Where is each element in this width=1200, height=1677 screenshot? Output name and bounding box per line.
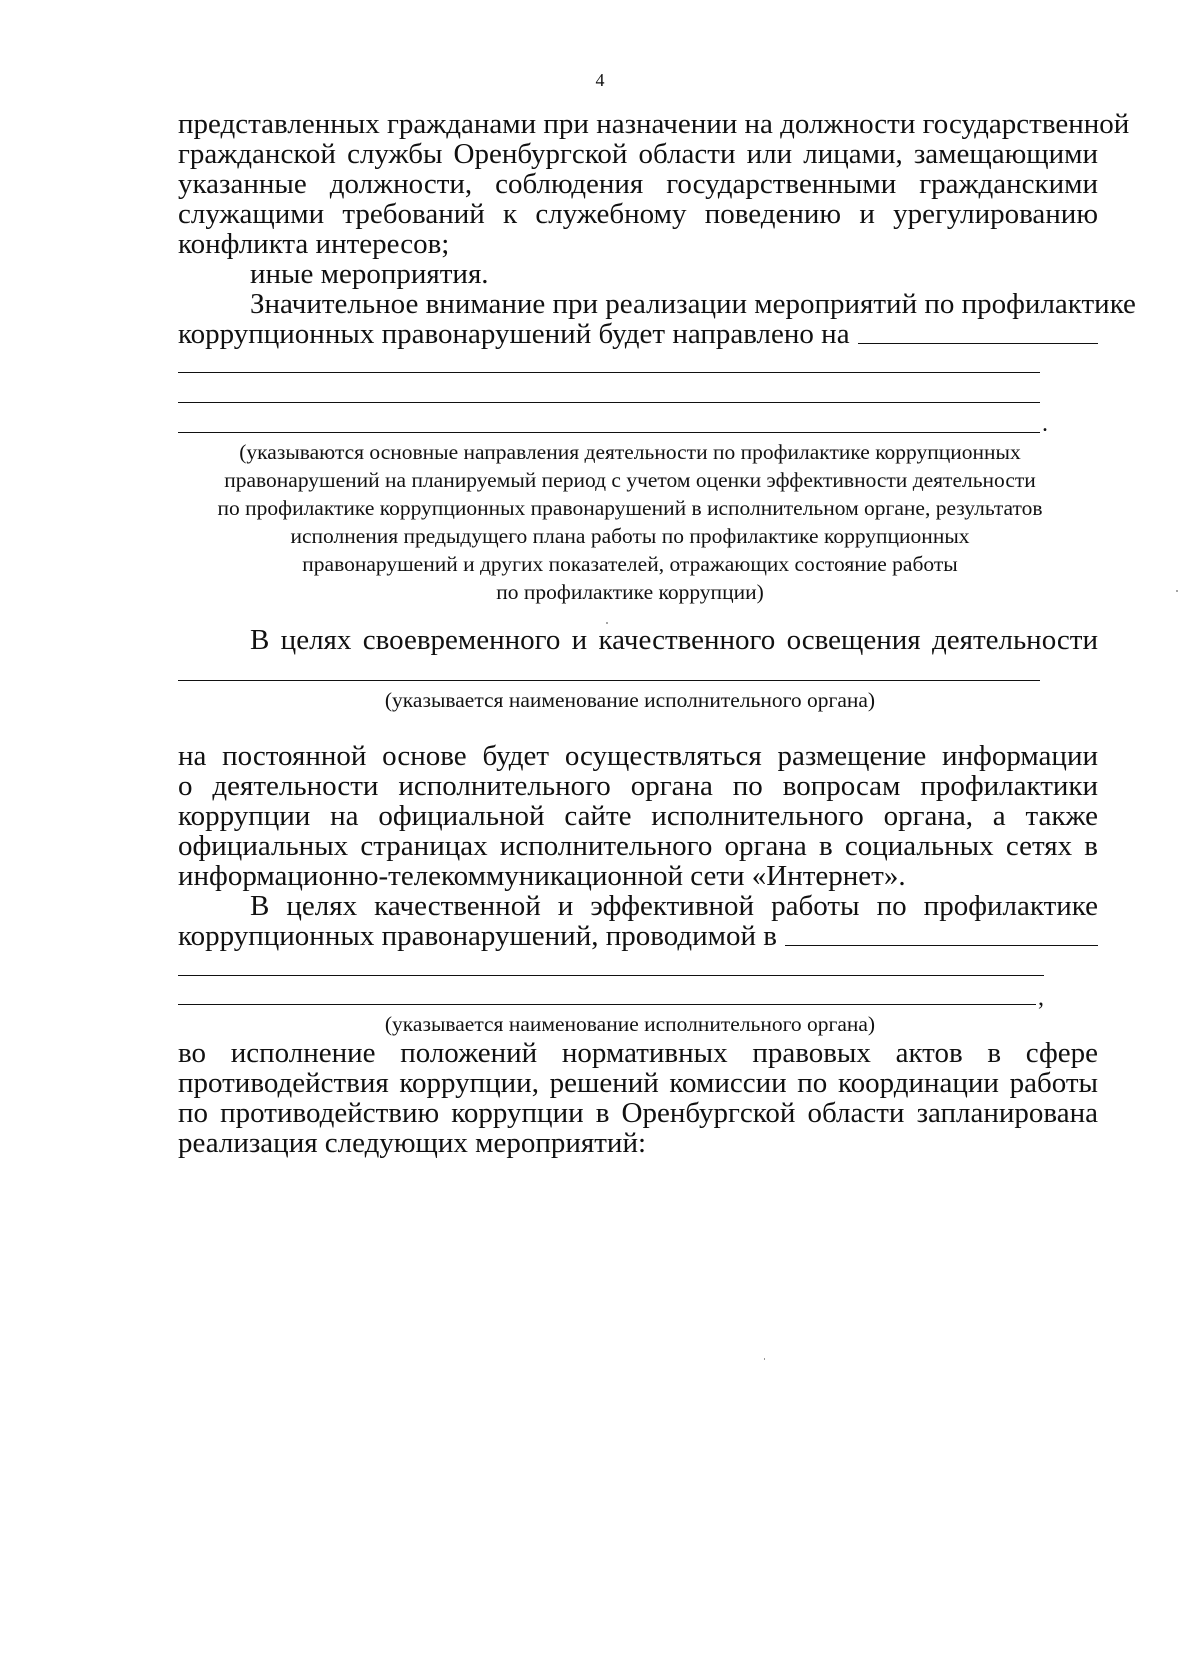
paragraph-line: гражданской службы Оренбургской области или лицами, замещающими [178, 138, 1098, 170]
note-line: правонарушений на планируемый период с учетом оценки эффективности деятельности [224, 468, 1036, 492]
paragraph-line: представленных гражданами при назначении на должности государственной [178, 108, 1130, 140]
paragraph-line: коррупции на официальной сайте исполнительного органа, а также [178, 800, 1098, 832]
fill-in-rule [178, 402, 1040, 403]
paragraph-line: во исполнение положений нормативных правовых актов в сфере [178, 1037, 1098, 1069]
paragraph-text: коррупционных правонарушений, проводимой в [178, 920, 777, 952]
paragraph-line-with-blank [178, 318, 1098, 350]
note-line: исполнения предыдущего плана работы по профилактике коррупционных [290, 524, 970, 548]
note-line: (указываются основные направления деятельности по профилактике коррупционных [239, 440, 1021, 464]
note-line: по профилактике коррупционных правонарушений в исполнительном органе, результатов [217, 496, 1043, 520]
scan-speck [1176, 590, 1178, 592]
fill-in-rule [178, 372, 1040, 373]
paragraph-line: В целях качественной и эффективной работы по профилактике [250, 890, 1098, 922]
fill-in-blank [858, 342, 1098, 344]
paragraph-line: на постоянной основе будет осуществляться размещение информации [178, 740, 1098, 772]
note-line: (указывается наименование исполнительного органа) [384, 1012, 876, 1036]
paragraph-line: иные мероприятия. [250, 258, 489, 290]
paragraph-line: реализация следующих мероприятий: [178, 1127, 647, 1159]
paragraph-line: служащими требований к служебному поведению и урегулированию [178, 198, 1098, 230]
paragraph-line: конфликта интересов; [178, 228, 450, 260]
page-number: 4 [595, 70, 605, 90]
paragraph-line: о деятельности исполнительного органа по вопросам профилактики [178, 770, 1098, 802]
paragraph-line: указанные должности, соблюдения государственными гражданскими [178, 168, 1098, 200]
fill-in-blank [785, 944, 1098, 946]
fill-in-rule [178, 1004, 1036, 1005]
end-punctuation: . [1042, 411, 1048, 437]
paragraph-line: информационно-телекоммуникационной сети «Интернет». [178, 860, 906, 892]
note-line: правонарушений и других показателей, отражающих состояние работы [302, 552, 958, 576]
note-line: (указывается наименование исполнительного органа) [384, 688, 876, 712]
paragraph-text: коррупционных правонарушений будет направлено на [178, 318, 850, 350]
scan-speck [764, 1358, 765, 1360]
paragraph-line: В целях своевременного и качественного освещения деятельности [250, 624, 1098, 656]
paragraph-line: официальных страницах исполнительного органа в социальных сетях в [178, 830, 1098, 862]
paragraph-line: по противодействию коррупции в Оренбургской области запланирована [178, 1097, 1098, 1129]
fill-in-rule [178, 432, 1040, 433]
paragraph-line-with-blank [178, 920, 1098, 952]
paragraph-line: противодействия коррупции, решений комиссии по координации работы [178, 1067, 1098, 1099]
fill-in-rule [178, 680, 1040, 681]
paragraph-line: Значительное внимание при реализации мероприятий по профилактике [250, 288, 1136, 320]
end-punctuation: , [1038, 985, 1044, 1011]
fill-in-rule [178, 975, 1044, 976]
note-line: по профилактике коррупции) [496, 580, 764, 604]
